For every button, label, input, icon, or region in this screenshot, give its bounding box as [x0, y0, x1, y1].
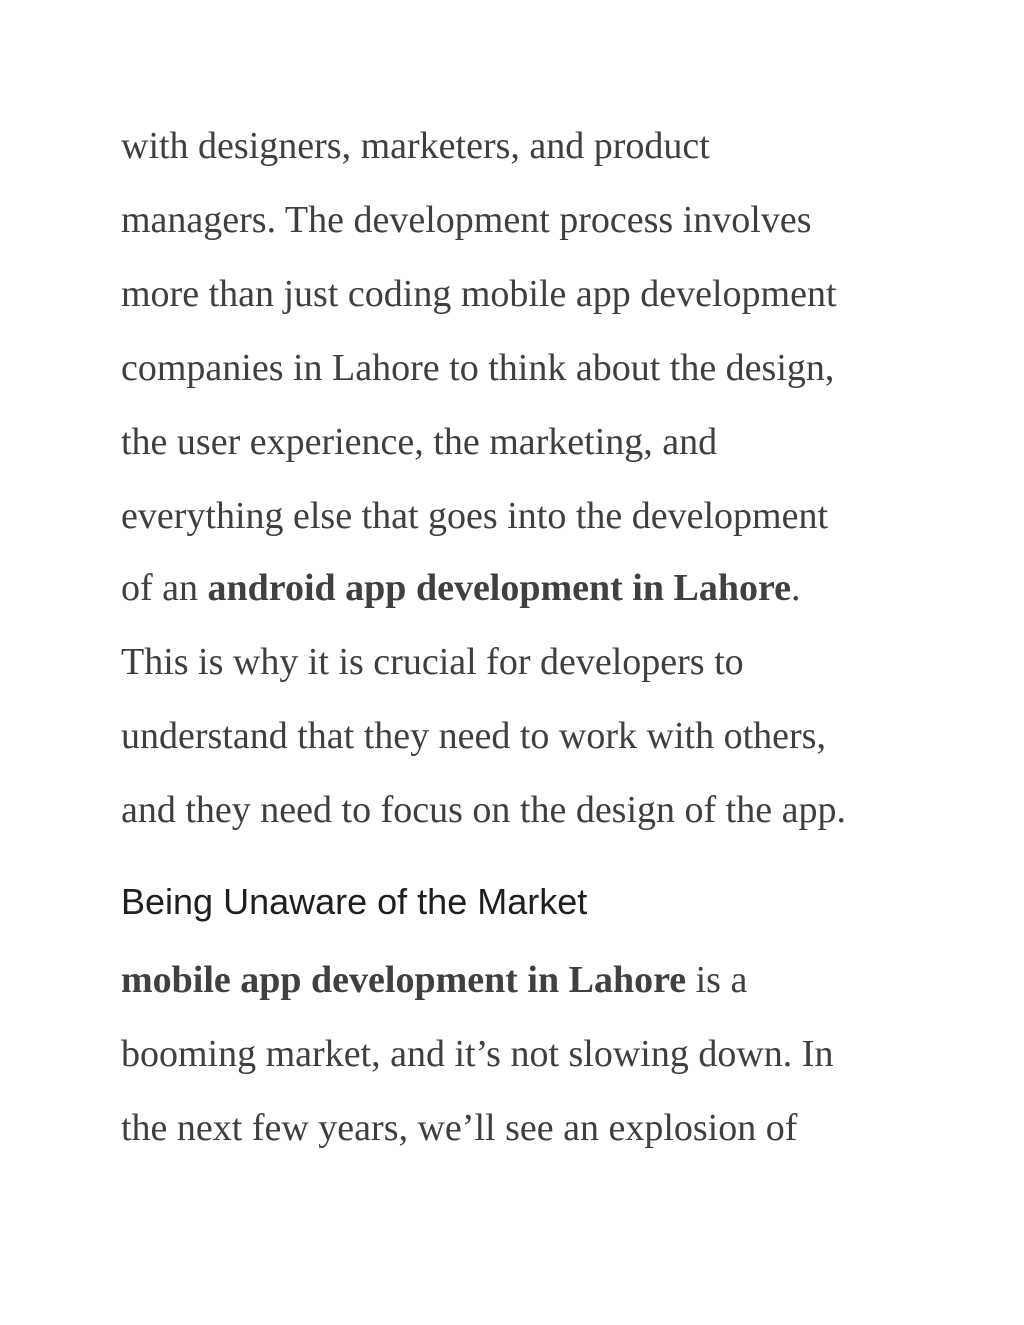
paragraph2-line1	[121, 958, 747, 1002]
paragraph1-line5: the user experience, the marketing, and	[121, 421, 718, 463]
paragraph1-line9: understand that they need to work with others,	[121, 715, 826, 757]
paragraph1-line6: everything else that goes into the development	[121, 495, 829, 537]
section-heading: Being Unaware of the Market	[121, 881, 588, 922]
keyword-mobile-app-development: mobile app development in Lahore	[121, 959, 687, 1001]
paragraph2-line3: the next few years, we’ll see an explosion of	[121, 1107, 798, 1149]
paragraph1-line3: more than just coding mobile app development	[121, 273, 837, 315]
paragraph1-line4: companies in Lahore to think about the design,	[121, 347, 835, 389]
keyword-android-app-development: android app development in Lahore	[207, 567, 792, 609]
paragraph1-line2: managers. The development process involves	[121, 199, 812, 241]
paragraph1-line10: and they need to focus on the design of the app.	[121, 789, 846, 831]
paragraph2-line1-suffix: is a	[686, 959, 748, 1001]
paragraph1-line7-suffix: .	[791, 567, 801, 609]
paragraph2-line2: booming market, and it’s not slowing down. In	[121, 1033, 834, 1075]
paragraph1-line1: with designers, marketers, and product	[121, 125, 710, 167]
paragraph1-line7	[121, 566, 801, 610]
paragraph1-line7-prefix: of an	[121, 567, 208, 609]
paragraph1-line8: This is why it is crucial for developers to	[121, 641, 744, 683]
